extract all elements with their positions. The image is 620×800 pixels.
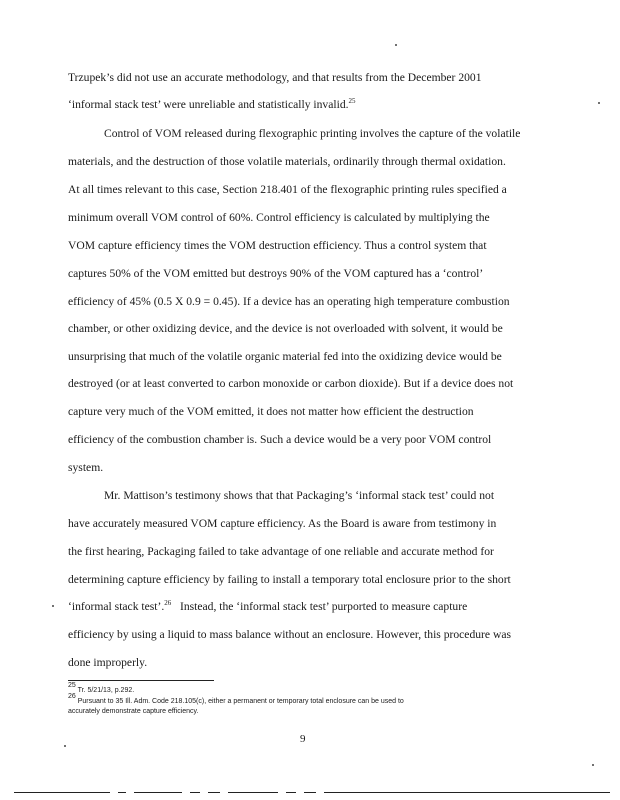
scan-artifact-line: [134, 792, 182, 793]
paragraph-2-line-1: Control of VOM released during flexographic printing involves the capture of the volatile: [104, 127, 521, 140]
scan-speck: [598, 102, 600, 104]
scan-artifact-line: [324, 792, 610, 793]
paragraph-2-line-7: efficiency of 45% (0.5 X 0.9 = 0.45). If a device has an operating high temperature combustion: [68, 295, 510, 308]
footnote-25: [68, 682, 538, 695]
scan-artifact-line: [14, 792, 110, 793]
scan-artifact-line: [228, 792, 278, 793]
paragraph-3-line-6: efficiency by using a liquid to mass balance without an enclosure. However, this procedure was: [68, 628, 511, 641]
scan-speck: [395, 44, 397, 46]
footnote-ref-25: 25: [348, 97, 356, 105]
scan-artifact-line: [304, 792, 316, 793]
paragraph-2-line-3: At all times relevant to this case, Section 218.401 of the flexographic printing rules specified a: [68, 183, 507, 196]
paragraph-2-line-11: capture very much of the VOM emitted, it does not matter how efficient the destruction: [68, 405, 474, 418]
footnote-26-text: Pursuant to 35 Ill. Adm. Code 218.105(c), either a permanent or temporary total enclosure can be used to: [75, 698, 404, 705]
paragraph-2-line-6: captures 50% of the VOM emitted but destroys 90% of the VOM captured has a ‘control’: [68, 267, 484, 280]
paragraph-3-line-4: determining capture efficiency by failing to install a temporary total enclosure prior to the short: [68, 573, 511, 586]
footnote-26-mark: 26: [68, 693, 76, 700]
paragraph-3-line-5: [68, 600, 548, 614]
paragraph-2-line-10: destroyed (or at least converted to carbon monoxide or carbon dioxide). But if a device does not: [68, 377, 514, 390]
page-number: 9: [300, 733, 306, 745]
paragraph-3-line-1: Mr. Mattison’s testimony shows that that Packaging’s ‘informal stack test’ could not: [104, 489, 495, 502]
paragraph-3-text-b: Instead, the ‘informal stack test’ purported to measure capture: [171, 600, 468, 613]
paragraph-3-line-2: have accurately measured VOM capture efficiency. As the Board is aware from testimony in: [68, 517, 497, 530]
scan-artifact-line: [190, 792, 200, 793]
scan-artifact-line: [208, 792, 220, 793]
scan-speck: [64, 745, 66, 747]
paragraph-1-line-2: [68, 98, 548, 112]
paragraph-2-line-8: chamber, or other oxidizing device, and the device is not overloaded with solvent, it would be: [68, 322, 503, 335]
footnote-26: [68, 693, 538, 706]
paragraph-2-line-4: minimum overall VOM control of 60%. Control efficiency is calculated by multiplying the: [68, 211, 490, 224]
footnote-25-mark: 25: [68, 682, 76, 689]
paragraph-2-line-12: efficiency of the combustion chamber is. Such a device would be a very poor VOM control: [68, 433, 492, 446]
footnote-25-text: Tr. 5/21/13, p.292.: [75, 687, 135, 694]
paragraph-3-line-3: the first hearing, Packaging failed to take advantage of one reliable and accurate method for: [68, 545, 494, 558]
paragraph-2-line-13: system.: [68, 461, 104, 474]
paragraph-2-line-9: unsurprising that much of the volatile organic material fed into the oxidizing device would be: [68, 350, 502, 363]
paragraph-2-line-5: VOM capture efficiency times the VOM destruction efficiency. Thus a control system that: [68, 239, 487, 252]
paragraph-1-text: ‘informal stack test’ were unreliable and statistically invalid.: [68, 98, 349, 111]
paragraph-3-text-a: ‘informal stack test’.: [68, 600, 165, 613]
paragraph-3-line-7: done improperly.: [68, 656, 148, 669]
footnote-26-continued: accurately demonstrate capture efficiency.: [68, 708, 199, 715]
footnote-ref-26: 26: [164, 599, 172, 607]
footnote-separator: [68, 680, 214, 681]
scan-speck: [52, 605, 54, 607]
scan-artifact-line: [118, 792, 126, 793]
paragraph-2-line-2: materials, and the destruction of those volatile materials, ordinarily through thermal oxidation.: [68, 155, 506, 168]
paragraph-1-line-1: Trzupek’s did not use an accurate methodology, and that results from the December 2001: [68, 71, 482, 84]
scan-artifact-line: [286, 792, 296, 793]
scan-speck: [592, 764, 594, 766]
